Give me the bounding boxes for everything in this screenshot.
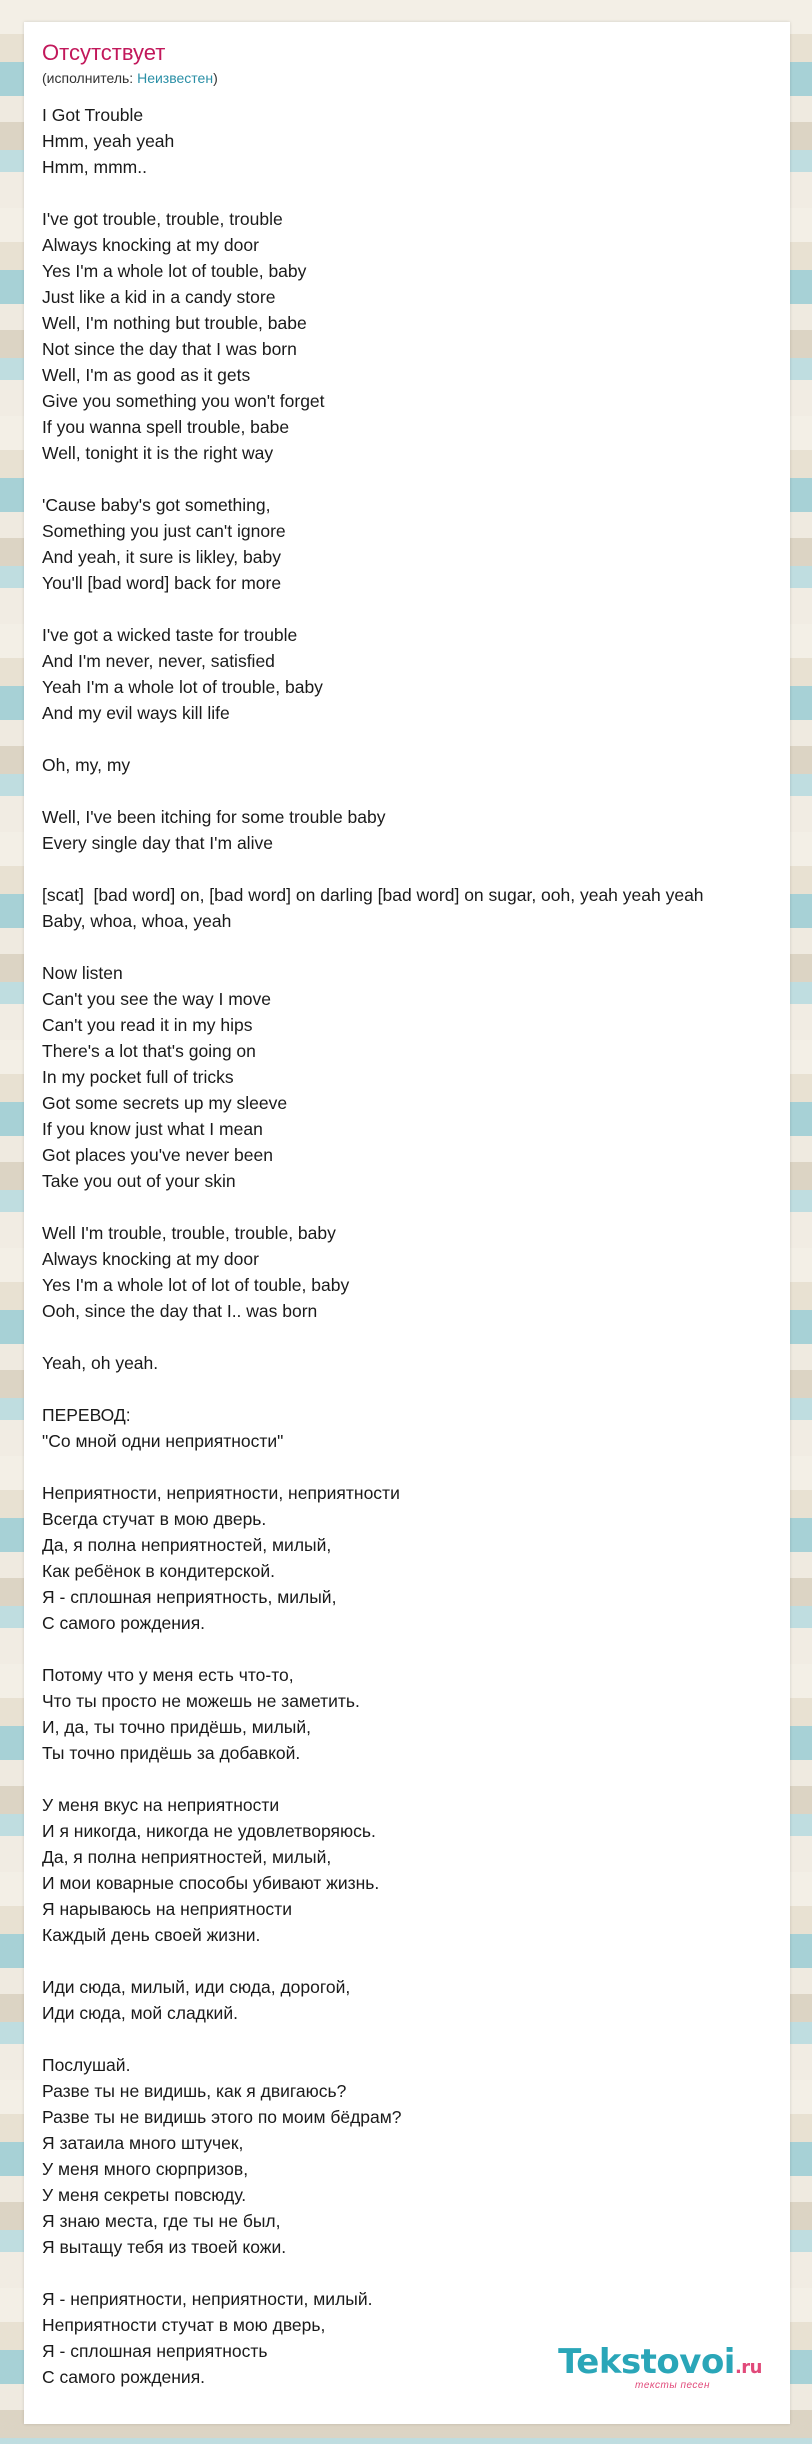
lyric-line: There's a lot that's going on <box>42 1041 256 1061</box>
lyric-line: У меня много сюрпризов, <box>42 2159 249 2179</box>
lyric-line: У меня вкус на неприятности <box>42 1795 280 1815</box>
lyric-line: Every single day that I'm alive <box>42 833 273 853</box>
logo-main-text: Tekstovoi <box>558 2342 735 2382</box>
lyric-line: И мои коварные способы убивают жизнь. <box>42 1873 380 1893</box>
lyric-line: У меня секреты повсюду. <box>42 2185 247 2205</box>
logo-tld: .ru <box>734 2357 762 2378</box>
lyric-line: Well, tonight it is the right way <box>42 443 274 463</box>
lyric-line: Yeah I'm a whole lot of trouble, baby <box>42 677 323 697</box>
lyric-line: I Got Trouble <box>42 105 144 125</box>
lyric-line: Я знаю места, где ты не был, <box>42 2211 281 2231</box>
lyric-line: ПЕРЕВОД: <box>42 1405 131 1425</box>
lyric-line: Now listen <box>42 963 123 983</box>
lyric-line: Неприятности, неприятности, неприятности <box>42 1483 400 1503</box>
lyric-line: If you know just what I mean <box>42 1119 263 1139</box>
lyric-line: "Со мной одни неприятности" <box>42 1431 284 1451</box>
lyric-line: Well, I've been itching for some trouble baby <box>42 807 386 827</box>
lyric-line: Ты точно придёшь за добавкой. <box>42 1743 301 1763</box>
lyric-line: And I'm never, never, satisfied <box>42 651 275 671</box>
lyric-line: Потому что у меня есть что-то, <box>42 1665 294 1685</box>
lyric-line: Я вытащу тебя из твоей кожи. <box>42 2237 287 2257</box>
lyric-line: Always knocking at my door <box>42 1249 259 1269</box>
lyric-line: And yeah, it sure is likley, baby <box>42 547 281 567</box>
lyric-line: You'll [bad word] back for more <box>42 573 282 593</box>
lyric-line: If you wanna spell trouble, babe <box>42 417 290 437</box>
lyric-line: Well, I'm as good as it gets <box>42 365 251 385</box>
lyric-line: Я - неприятности, неприятности, милый. <box>42 2289 373 2309</box>
lyric-line: Give you something you won't forget <box>42 391 325 411</box>
artist-suffix: ) <box>213 70 218 86</box>
lyric-line: Я затаила много штучек, <box>42 2133 244 2153</box>
lyric-line: Got some secrets up my sleeve <box>42 1093 288 1113</box>
lyric-line: Иди сюда, милый, иди сюда, дорогой, <box>42 1977 351 1997</box>
logo-tagline: тексты песен <box>635 2380 710 2391</box>
lyric-line: 'Cause baby's got something, <box>42 495 271 515</box>
song-title: Отсутствует <box>42 40 166 65</box>
lyric-line: Yes I'm a whole lot of lot of touble, baby <box>42 1275 350 1295</box>
lyrics-text <box>42 102 790 2390</box>
lyric-line: Well, I'm nothing but trouble, babe <box>42 313 307 333</box>
lyric-line: Oh, my, my <box>42 755 131 775</box>
artist-prefix: (исполнитель: <box>42 70 138 86</box>
lyric-line: Ooh, since the day that I.. was born <box>42 1301 318 1321</box>
lyric-line: Я - сплошная неприятность <box>42 2341 268 2361</box>
lyric-line: I've got a wicked taste for trouble <box>42 625 298 645</box>
lyric-line: С самого рождения. <box>42 1613 206 1633</box>
lyric-line: Всегда стучат в мою дверь. <box>42 1509 267 1529</box>
lyric-line: Take you out of your skin <box>42 1171 236 1191</box>
artist-line <box>42 69 218 87</box>
lyric-line: Can't you read it in my hips <box>42 1015 253 1035</box>
lyric-line: Разве ты не видишь, как я двигаюсь? <box>42 2081 347 2101</box>
lyric-line: Yes I'm a whole lot of touble, baby <box>42 261 307 281</box>
lyric-line: Я нарываюсь на неприятности <box>42 1899 292 1919</box>
lyric-line: Как ребёнок в кондитерской. <box>42 1561 276 1581</box>
lyric-line: And my evil ways kill life <box>42 703 230 723</box>
lyric-line: Иди сюда, мой сладкий. <box>42 2003 238 2023</box>
lyric-line: Неприятности стучат в мою дверь, <box>42 2315 326 2335</box>
lyric-line: И, да, ты точно придёшь, милый, <box>42 1717 312 1737</box>
content-panel <box>24 22 790 2424</box>
lyric-line: Something you just can't ignore <box>42 521 286 541</box>
lyric-line: I've got trouble, trouble, trouble <box>42 209 283 229</box>
lyric-line: С самого рождения. <box>42 2367 206 2387</box>
lyric-line: Just like a kid in a candy store <box>42 287 276 307</box>
lyric-line: Got places you've never been <box>42 1145 273 1165</box>
lyric-line: Always knocking at my door <box>42 235 259 255</box>
artist-link[interactable]: Неизвестен <box>137 70 214 86</box>
lyric-line: Я - сплошная неприятность, милый, <box>42 1587 337 1607</box>
lyric-line: И я никогда, никогда не удовлетворяюсь. <box>42 1821 376 1841</box>
lyric-line: Да, я полна неприятностей, милый, <box>42 1535 332 1555</box>
lyric-line: Yeah, oh yeah. <box>42 1353 159 1373</box>
lyric-line: Hmm, yeah yeah <box>42 131 175 151</box>
lyric-line: Да, я полна неприятностей, милый, <box>42 1847 332 1867</box>
lyric-line: Послушай. <box>42 2055 131 2075</box>
lyric-line: Baby, whoa, whoa, yeah <box>42 911 232 931</box>
lyric-line: In my pocket full of tricks <box>42 1067 234 1087</box>
lyric-line: Что ты просто не можешь не заметить. <box>42 1691 360 1711</box>
lyric-line: Hmm, mmm.. <box>42 157 147 177</box>
lyric-line: [scat] [bad word] on, [bad word] on darling [bad word] on sugar, ooh, yeah yeah yeah <box>42 885 704 905</box>
lyric-line: Каждый день своей жизни. <box>42 1925 261 1945</box>
lyric-line: Can't you see the way I move <box>42 989 272 1009</box>
site-logo[interactable] <box>542 2342 762 2396</box>
lyric-line: Разве ты не видишь этого по моим бёдрам? <box>42 2107 402 2127</box>
lyric-line: Not since the day that I was born <box>42 339 297 359</box>
lyric-line: Well I'm trouble, trouble, trouble, baby <box>42 1223 336 1243</box>
